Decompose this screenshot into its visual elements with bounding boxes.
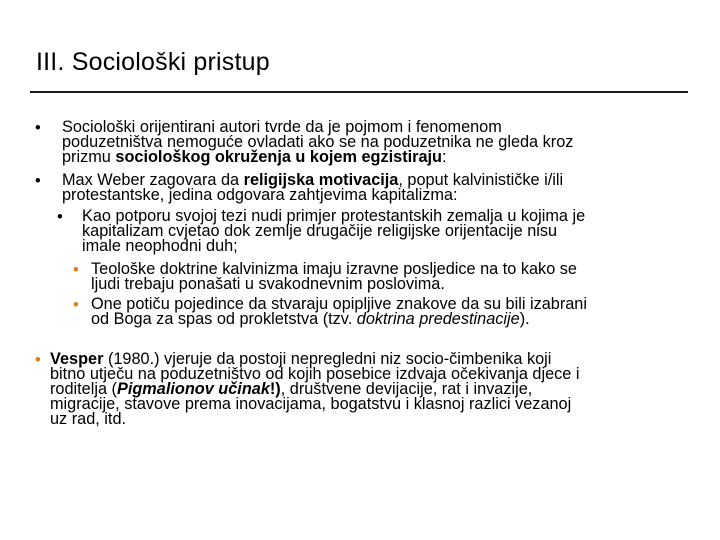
slide-title: III. Sociološki pristup [36,48,270,76]
sub-bullet-c-italic: doktrina predestinacije [356,310,520,328]
bullet-1-line-3-pre: prizmu [62,148,116,166]
bullet-3-line-3-post: , društvene devijacije, rat i invazije, [280,380,533,398]
sub-bullet-b-line-2: ljudi trebaju ponašati u svakodnevnim poslovima. [91,275,445,293]
title-underline [30,91,688,93]
sub-bullet-calvinist-doctrine [91,262,577,292]
sub-bullet-marker: • [57,208,63,226]
bullet-3-author: Vesper [50,350,104,368]
bullet-2-line-1-post: , poput kalvinističke i/ili [398,171,564,189]
bullet-1-line-2: poduzetništva nemoguće ovladati ako se na poduzetnika ne gleda kroz [62,133,574,151]
bullet-3-line-3-pre: roditelja ( [50,380,117,398]
bullet-3-pygmalion: Pigmalionov učinak [116,380,270,398]
bullet-marker: • [35,172,41,190]
bullet-1-line-1: Sociološki orijentirani autori tvrde da je pojmom i fenomenom [62,118,502,136]
bullet-2-line-2: protestantske, jedina odgovara zahtjevima kapitalizma: [62,186,458,204]
bullet-1-line-3-post: : [442,148,447,166]
bullet-2-emphasis: religijska motivacija [243,171,399,189]
bullet-marker: • [35,351,41,369]
bullet-1-line-3 [62,150,573,165]
bullet-2-line-1-pre: Max Weber zagovara da [62,171,244,189]
sub-bullet-c-line-1: One potiču pojedince da stvaraju opipljive znakove da su bili izabrani [91,295,587,313]
bullet-3-line-1-post: (1980.) vjeruje da postoji nepregledni niz socio-čimbenika koji [103,350,552,368]
sub-bullet-a-line-3: imale neophodni duh; [82,237,238,255]
sub-bullet-protestant-countries [82,209,585,254]
sub-bullet-predestination [91,297,587,327]
bullet-3-line-2: bitno utječu na poduzetništvo od kojih posebice izdvaja očekivanja djece i [50,365,580,383]
sub-bullet-c-line-2-pre: od Boga za spas od prokletstva (tzv. [91,310,357,328]
sub-bullet-a-line-1: Kao potporu svojoj tezi nudi primjer protestantskih zemalja u kojima je [82,207,586,225]
bullet-3-line-5: uz rad, itd. [50,410,127,428]
bullet-marker: • [35,119,41,137]
sub-bullet-marker: • [73,261,79,279]
sub-bullet-a-line-2: kapitalizam cvjetao dok zemlje drugačije religijske orijentacije nisu [82,222,558,240]
bullet-vesper [50,352,579,427]
sub-bullet-c-line-2-post: ). [519,310,530,328]
bullet-1-emphasis: sociološkog okruženja u kojem egzistiraju [115,148,443,166]
bullet-max-weber [62,173,563,203]
sub-bullet-b-line-1: Teološke doktrine kalvinizma imaju izravne posljedice na to kako se [91,260,577,278]
bullet-3-exclaim: !) [269,380,281,398]
bullet-3-line-4: migracije, stavove prema inovacijama, bogatstvu i klasnoj razlici vezanoj [50,395,572,413]
bullet-sociological-orientation [62,120,573,165]
sub-bullet-c-line-2 [91,312,587,327]
sub-bullet-marker: • [73,296,79,314]
